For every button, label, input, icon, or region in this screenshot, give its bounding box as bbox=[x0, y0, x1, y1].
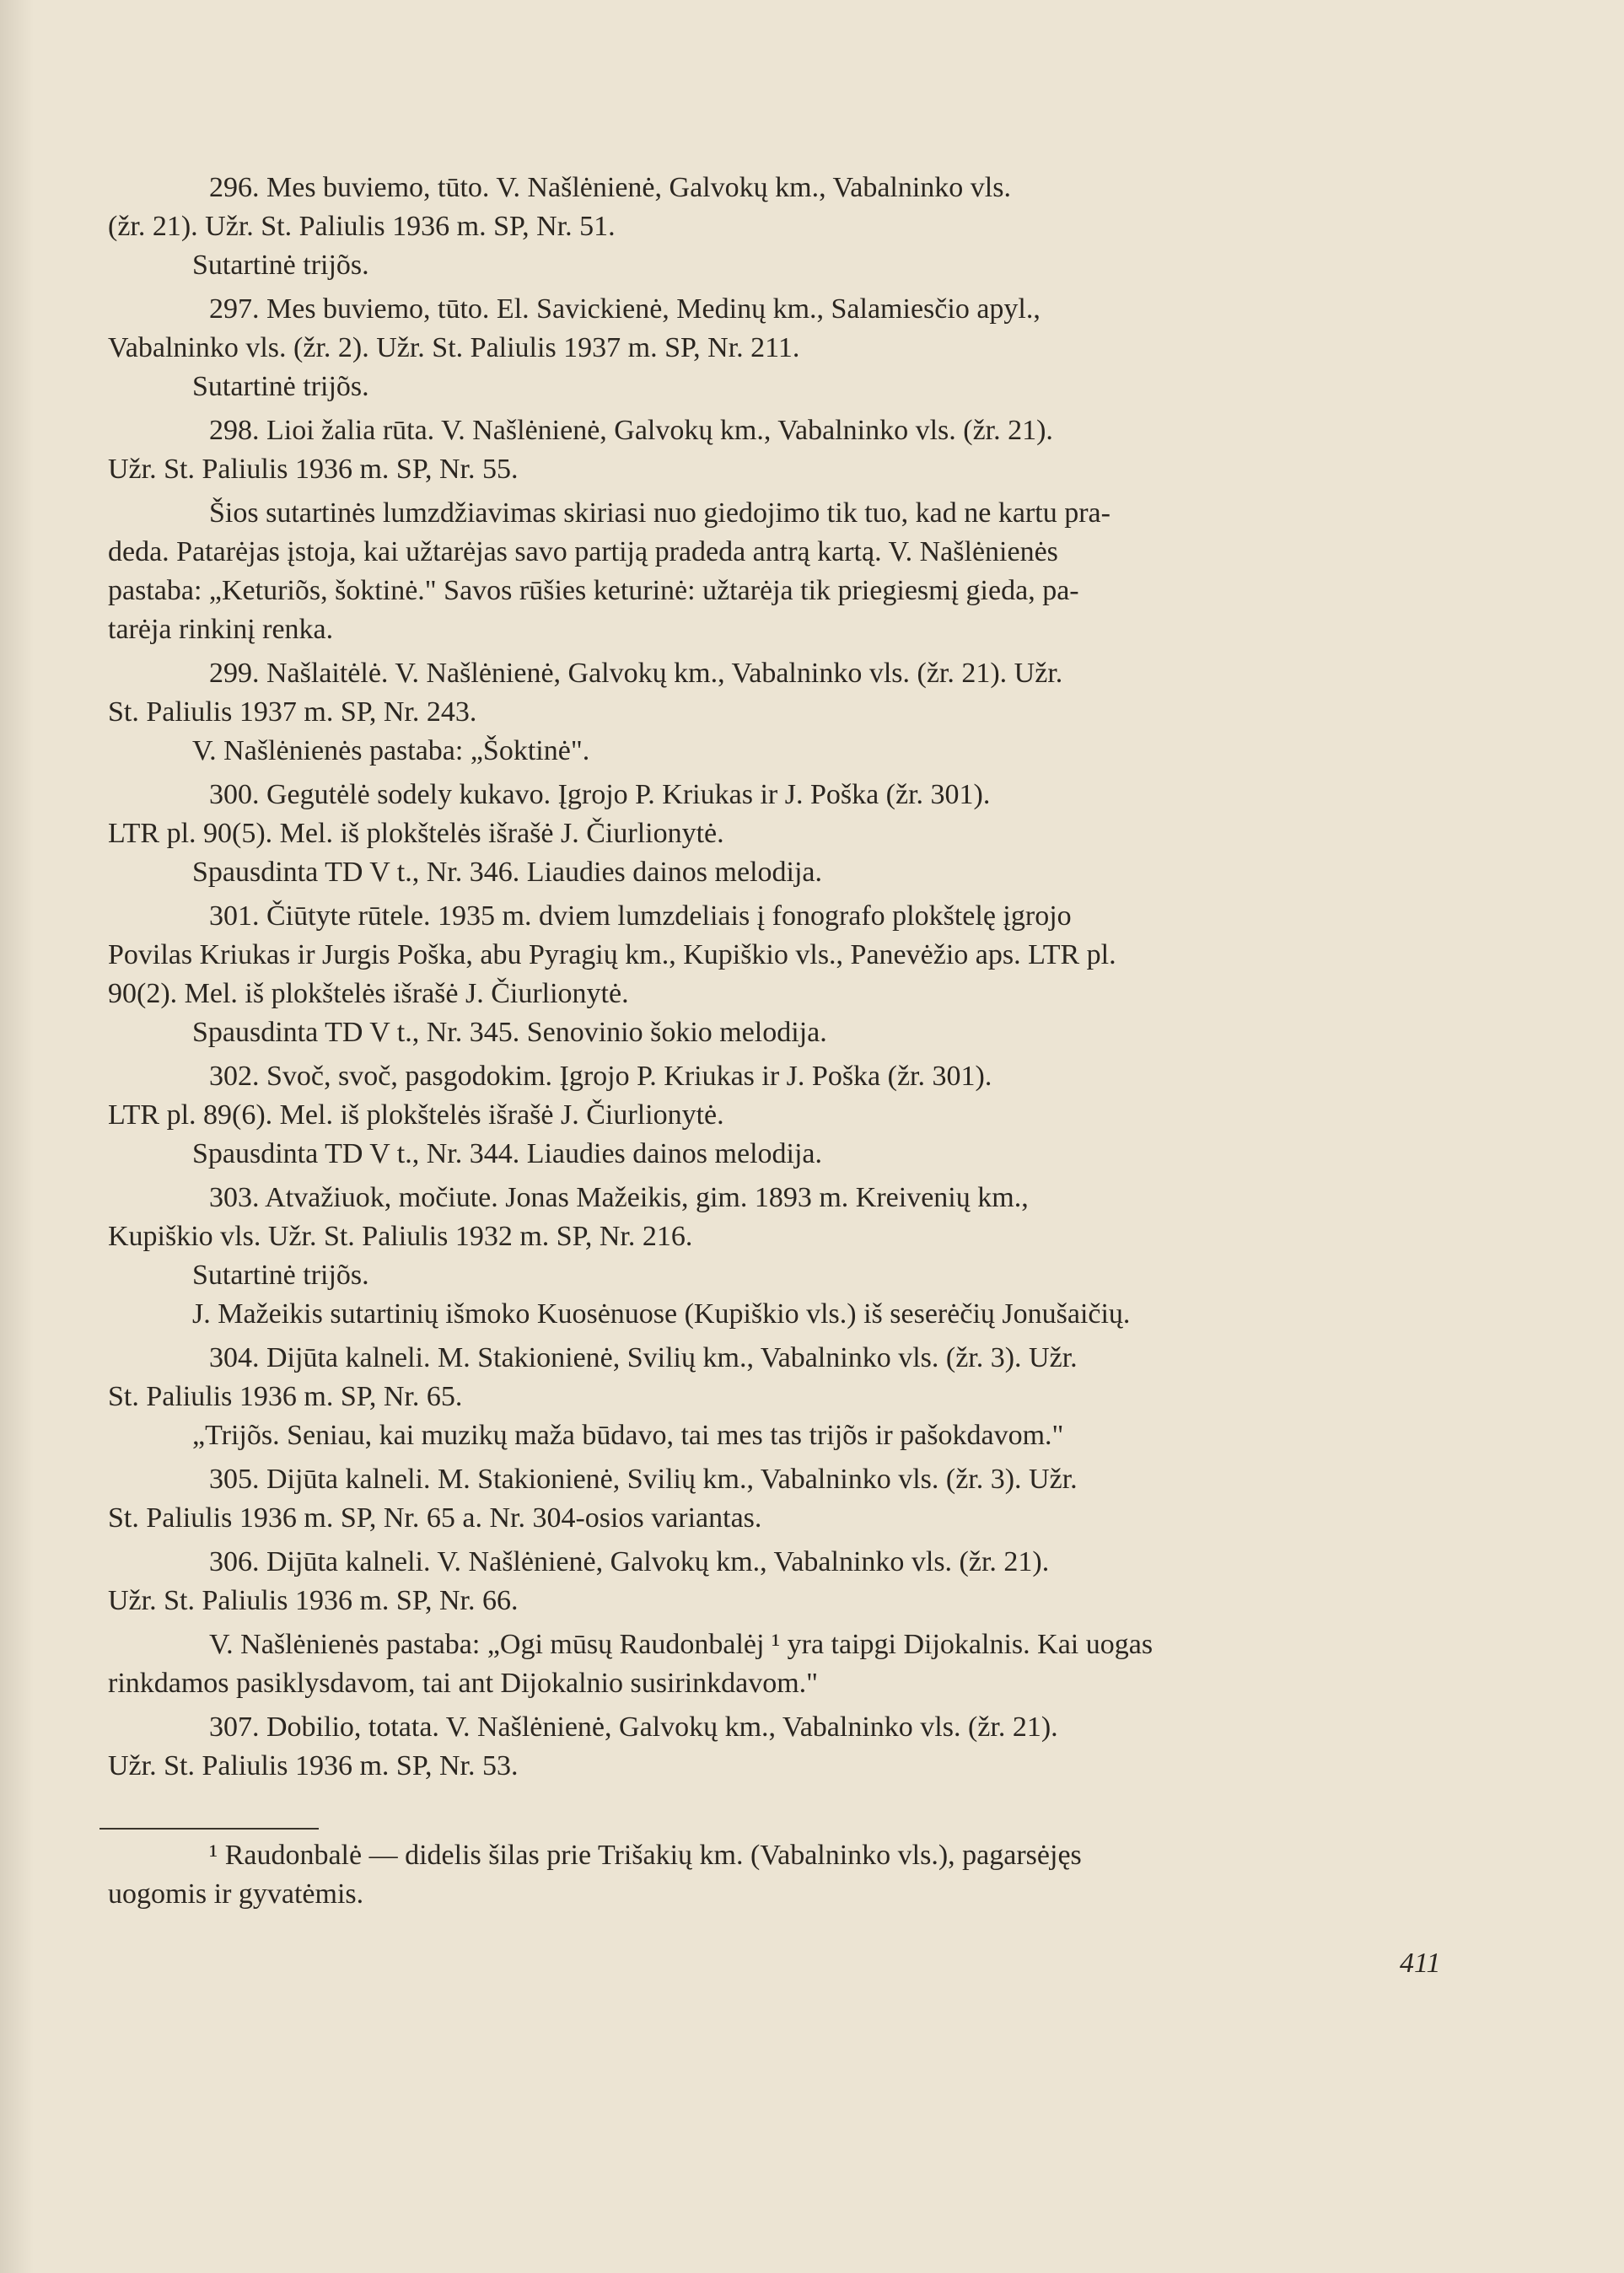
entry-line: 90(2). Mel. iš plokštelės išrašė J. Čiurlionytė. bbox=[108, 978, 629, 1009]
entry-304 bbox=[108, 1339, 1457, 1455]
footnote-line: uogomis ir gyvatėmis. bbox=[108, 1878, 364, 1910]
entry-line: 300. Gegutėlė sodely kukavo. Įgrojo P. Kriukas ir J. Poška (žr. 301). bbox=[209, 779, 991, 810]
entry-299 bbox=[108, 654, 1457, 771]
entry-line: 301. Čiūtyte rūtele. 1935 m. dviem lumzdeliais į fonografo plokštelę įgrojo bbox=[209, 900, 1072, 932]
entry-306 bbox=[108, 1543, 1457, 1620]
entry-line: 304. Dijūta kalneli. M. Stakionienė, Svilių km., Vabalninko vls. (žr. 3). Užr. bbox=[209, 1342, 1078, 1373]
entry-line: St. Paliulis 1936 m. SP, Nr. 65. bbox=[108, 1381, 463, 1412]
entry-line: 298. Lioi žalia rūta. V. Našlėnienė, Galvokų km., Vabalninko vls. (žr. 21). bbox=[209, 415, 1053, 446]
entry-line: 307. Dobilio, totata. V. Našlėnienė, Galvokų km., Vabalninko vls. (žr. 21). bbox=[209, 1711, 1058, 1743]
page-edge-shadow bbox=[0, 0, 34, 2273]
entry-296 bbox=[108, 169, 1457, 285]
entry-line: LTR pl. 90(5). Mel. iš plokštelės išrašė J. Čiurlionytė. bbox=[108, 818, 724, 849]
entry-line: Vabalninko vls. (žr. 2). Užr. St. Paliulis 1937 m. SP, Nr. 211. bbox=[108, 332, 800, 363]
entry-line: 302. Svoč, svoč, pasgodokim. Įgrojo P. Kriukas ir J. Poška (žr. 301). bbox=[209, 1061, 992, 1092]
entry-line: 296. Mes buviemo, tūto. V. Našlėnienė, Galvokų km., Vabalninko vls. bbox=[209, 172, 1011, 203]
main-text bbox=[108, 169, 1457, 1791]
entry-line: Kupiškio vls. Užr. St. Paliulis 1932 m. SP, Nr. 216. bbox=[108, 1221, 693, 1252]
entry-line: deda. Patarėjas įstoja, kai užtarėjas savo partiją pradeda antrą kartą. V. Našlėnienės bbox=[108, 536, 1058, 567]
entry-298 bbox=[108, 411, 1457, 489]
entry-line: Šios sutartinės lumzdžiavimas skiriasi nuo giedojimo tik tuo, kad ne kartu pra- bbox=[209, 497, 1110, 529]
entry-line: 305. Dijūta kalneli. M. Stakionienė, Svilių km., Vabalninko vls. (žr. 3). Užr. bbox=[209, 1464, 1078, 1495]
entry-300 bbox=[108, 776, 1457, 892]
entry-306-commentary bbox=[108, 1625, 1457, 1703]
entry-note: Spausdinta TD V t., Nr. 345. Senovinio šokio melodija. bbox=[192, 1017, 827, 1048]
entry-line: Užr. St. Paliulis 1936 m. SP, Nr. 53. bbox=[108, 1750, 519, 1781]
entry-line: (žr. 21). Užr. St. Paliulis 1936 m. SP, Nr. 51. bbox=[108, 211, 616, 242]
entry-297 bbox=[108, 290, 1457, 406]
entry-301 bbox=[108, 897, 1457, 1052]
entry-note: Sutartinė trijõs. bbox=[192, 371, 369, 402]
entry-303 bbox=[108, 1179, 1457, 1334]
footnote bbox=[108, 1828, 1457, 1914]
entry-line: LTR pl. 89(6). Mel. iš plokštelės išrašė J. Čiurlionytė. bbox=[108, 1099, 724, 1131]
entry-307 bbox=[108, 1708, 1457, 1786]
entry-note: Spausdinta TD V t., Nr. 344. Liaudies dainos melodija. bbox=[192, 1138, 823, 1169]
entry-line: V. Našlėnienės pastaba: „Ogi mūsų Raudonbalėj ¹ yra taipgi Dijokalnis. Kai uogas bbox=[209, 1629, 1153, 1660]
entry-305 bbox=[108, 1460, 1457, 1538]
entry-note: J. Mažeikis sutartinių išmoko Kuosėnuose (Kupiškio vls.) iš seserėčių Jonušaičių. bbox=[192, 1298, 1131, 1330]
footnote-line: ¹ Raudonbalė — didelis šilas prie Trišakių km. (Vabalninko vls.), pagarsėjęs bbox=[209, 1840, 1082, 1871]
entry-line: 303. Atvažiuok, močiute. Jonas Mažeikis, gim. 1893 m. Kreivenių km., bbox=[209, 1182, 1029, 1213]
entry-note: „Trijõs. Seniau, kai muzikų maža būdavo, tai mes tas trijõs ir pašokdavom." bbox=[192, 1420, 1064, 1451]
entry-note: Sutartinė trijõs. bbox=[192, 250, 369, 281]
entry-line: rinkdamos pasiklysdavom, tai ant Dijokalnio susirinkdavom." bbox=[108, 1668, 819, 1699]
entry-line: Povilas Kriukas ir Jurgis Poška, abu Pyragių km., Kupiškio vls., Panevėžio aps. LTR pl. bbox=[108, 939, 1116, 970]
entry-note: Spausdinta TD V t., Nr. 346. Liaudies dainos melodija. bbox=[192, 857, 823, 888]
entry-line: 297. Mes buviemo, tūto. El. Savickienė, Medinų km., Salamiesčio apyl., bbox=[209, 293, 1041, 325]
entry-line: tarėja rinkinį renka. bbox=[108, 614, 334, 645]
entry-note: Sutartinė trijõs. bbox=[192, 1260, 369, 1291]
page-number: 411 bbox=[1400, 1948, 1441, 1979]
entry-line: St. Paliulis 1937 m. SP, Nr. 243. bbox=[108, 696, 477, 728]
entry-298-commentary bbox=[108, 494, 1457, 649]
entry-302 bbox=[108, 1057, 1457, 1174]
entry-line: St. Paliulis 1936 m. SP, Nr. 65 a. Nr. 304-osios variantas. bbox=[108, 1502, 762, 1534]
entry-line: Užr. St. Paliulis 1936 m. SP, Nr. 66. bbox=[108, 1585, 519, 1616]
entry-line: 306. Dijūta kalneli. V. Našlėnienė, Galvokų km., Vabalninko vls. (žr. 21). bbox=[209, 1546, 1050, 1577]
entry-note: V. Našlėnienės pastaba: „Šoktinė". bbox=[192, 735, 590, 766]
entry-line: 299. Našlaitėlė. V. Našlėnienė, Galvokų km., Vabalninko vls. (žr. 21). Užr. bbox=[209, 658, 1063, 689]
entry-line: Užr. St. Paliulis 1936 m. SP, Nr. 55. bbox=[108, 454, 519, 485]
entry-line: pastaba: „Keturiõs, šoktinė." Savos rūšies keturinė: užtarėja tik priegiesmį gieda, pa- bbox=[108, 575, 1079, 606]
